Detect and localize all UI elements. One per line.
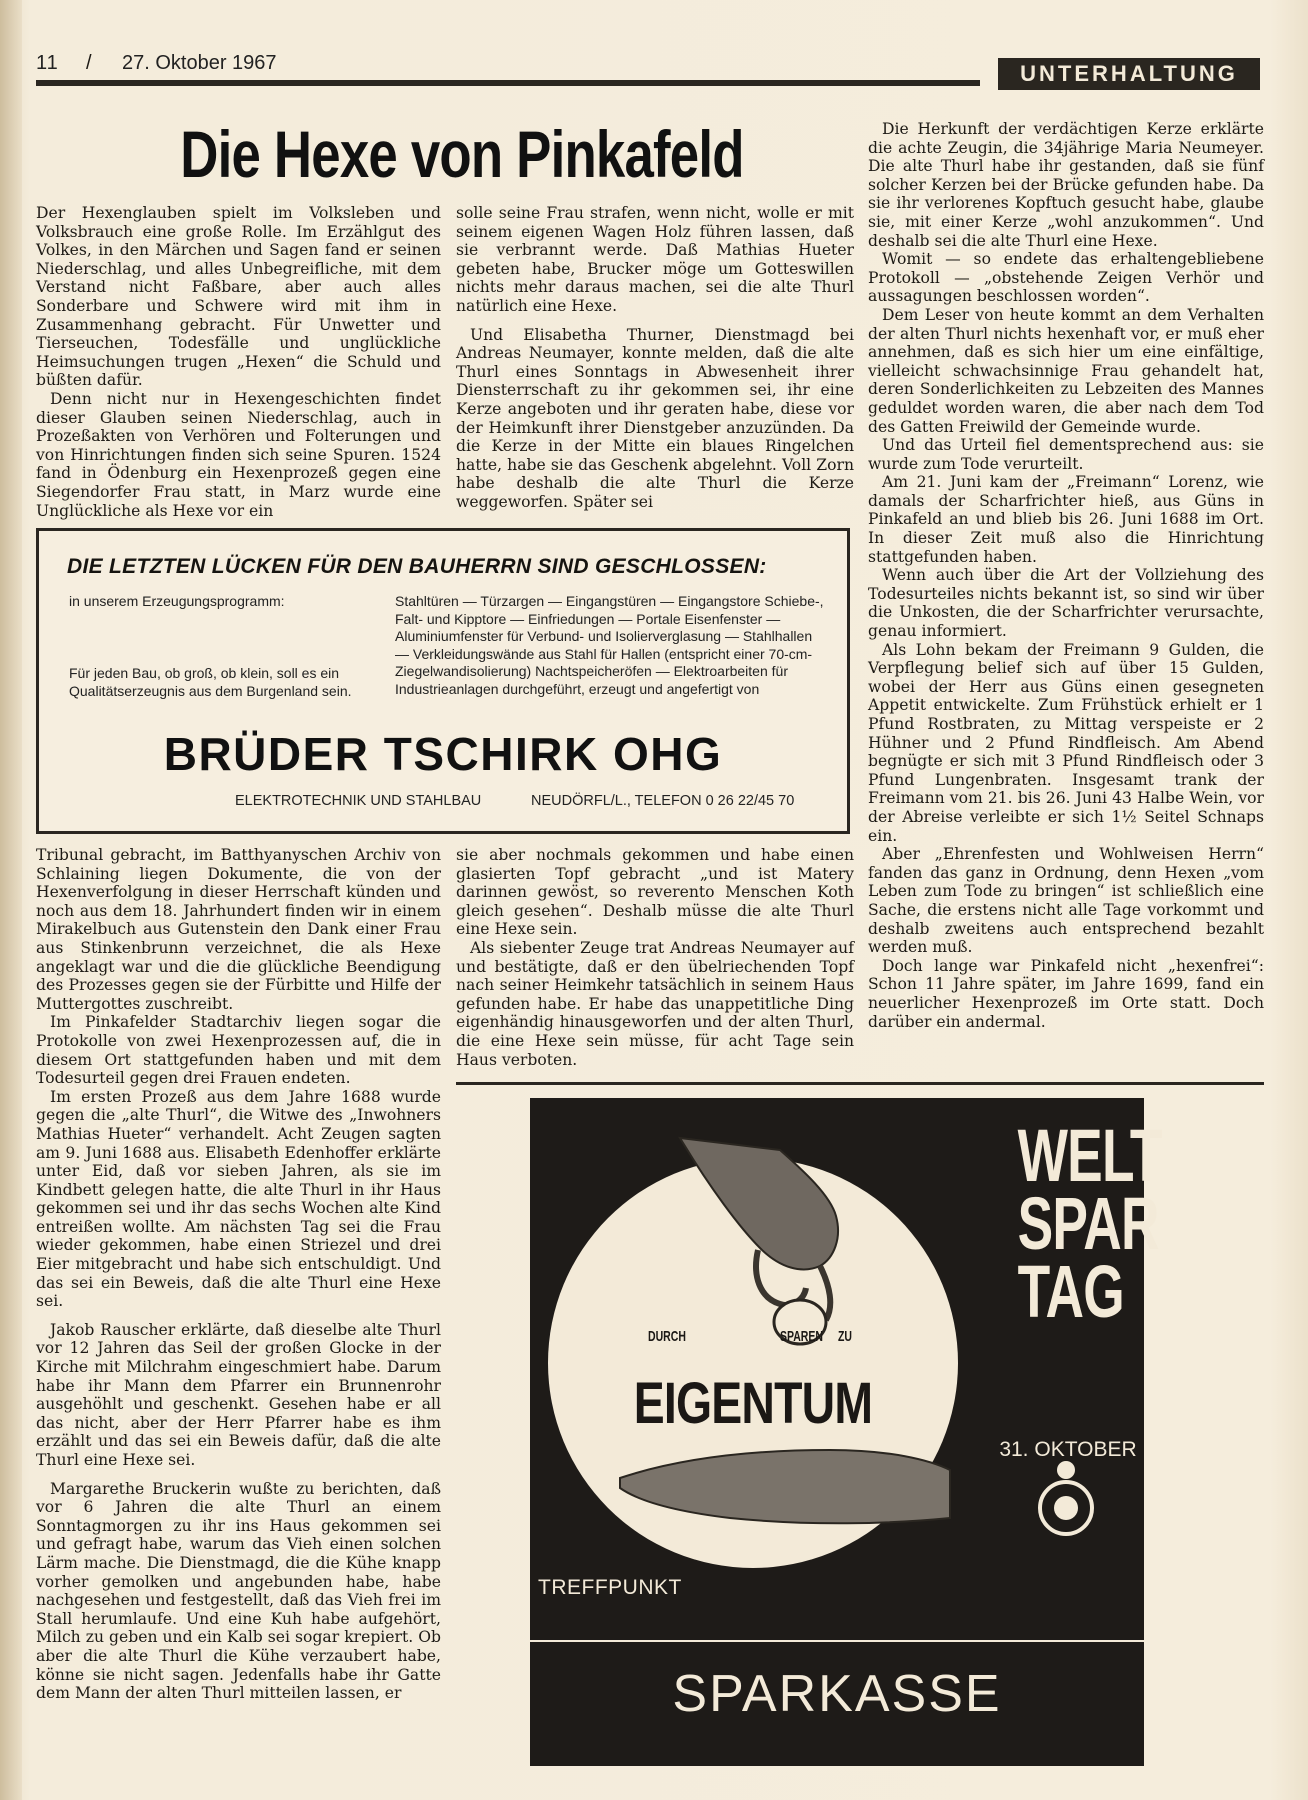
ad-program-label: in unserem Erzeugungsprogramm:	[69, 593, 285, 609]
ad-date: 31. OKTOBER	[999, 1438, 1137, 1461]
issue-date: 27. Oktober 1967	[122, 52, 277, 74]
paragraph: Die Herkunft der verdächtigen Kerze erklärte die achte Zeugin, die 34jährige Maria Neumeyer. Die alte Thurl habe ihr gestanden, daß sie fünf solcher Kerzen bei der Brücke gefunden habe. Da sie ihr verlorenes Kopftuch gesucht habe, glaube sie, mit einer Kerze „wohl anzukommen“. Und deshalb sei die alte Thurl eine Hexe.	[868, 120, 1264, 250]
ad-products: Stahltüren — Türzargen — Eingangstüren — Eingangstore Schiebe-, Falt- und Kipptore — Einfriedungen — Portale Eisenfenster — Aluminiumfenster für Verbund- und Isolierverglasung — Stahlhallen — Verkleidungswände aus Stahl für Hallen (entspricht einer 70-cm-Ziegelwandisolierung) Nachtspeicheröfen — Elektroarbeiten für Industrieanlagen durchgeführt, erzeugt und angefertigt von	[395, 593, 824, 697]
ad-headline: DIE LETZTEN LÜCKEN FÜR DEN BAUHERRN SIND GESCHLOSSEN:	[67, 555, 767, 578]
paragraph: Dem Leser von heute kommt an dem Verhalten der alten Thurl nichts hexenhaft vor, er muß eher annehmen, daß es sich hier um eine einfältige, vielleicht schwachsinnige Frau gehandelt hat, deren Sonderlichkeiten zu Lebzeiten des Mannes geduldet worden waren, die aber nach dem Tod des Gatten Freiwild der Gemeinde wurde.	[868, 305, 1264, 436]
page-binding-shadow	[0, 0, 22, 1800]
article-column-1-top	[36, 204, 441, 520]
paragraph: sie aber nochmals gekommen und habe einen glasierten Topf gebracht „und ist Matery darinnen gewöst, so reverento Menschen Koth gleich gesehen“. Deshalb müsse die alte Thurl eine Hexe sein.	[456, 846, 854, 939]
sparkasse-logo-head	[1057, 1461, 1075, 1479]
section-label: UNTERHALTUNG	[998, 58, 1260, 90]
ad-big-line: TAG	[1017, 1250, 1124, 1333]
paragraph: Aber „Ehrenfesten und Wohlweisen Herrn“ fanden das ganz in Ordnung, denn Hexen „vom Leben zum Tode zu bringen“ ist schließlich eine Sache, die erstens nicht alle Tage vorkommt und deshalb zweitens auch entsprechend bezahlt werden muß.	[868, 845, 1264, 957]
article-column-2-bottom	[456, 846, 854, 1069]
ad-big-line: SPAR	[1017, 1182, 1159, 1265]
article-headline: Die Hexe von Pinkafeld	[180, 117, 744, 191]
paragraph: Margarethe Bruckerin wußte zu berichten, daß vor 6 Jahren die alte Thurl an einem Sonntagmorgen zu ihr ins Haus gekommen sei und gefragt habe, warum das Vieh einen solchen Lärm mache. Die Dienstmagd, die die Kühe knapp vorher gemolken und angebunden habe, habe nachgesehen und festgestellt, daß das Vieh frei im Stall herumlaufe. Und eine Kuh habe aufgehört, Milch zu geben und ein Kalb sei sogar krepiert. Ob aber die alte Thurl die Kühe verzaubert habe, könne sie nicht sagen. Jedenfalls habe ihr Gatte dem Mann der alten Thurl mitteilen lassen, er	[36, 1479, 441, 1703]
header-separator: /	[86, 52, 92, 74]
header-rule	[36, 80, 980, 86]
page-number: 11	[36, 52, 59, 74]
ad-treffpunkt: TREFFPUNKT	[538, 1576, 682, 1599]
paragraph: Und Elisabetha Thurner, Dienstmagd bei Andreas Neumayer, konnte melden, daß die alte Thurl eines Sonntags in Abwesenheit ihrer Diensterrschaft zu ihr gekommen sei, ihr eine Kerze angeboten und ihr geraten habe, diese vor der Heimkunft ihrer Dienstgeber anzuzünden. Da die Kerze in der Mitte ein blaues Ringelchen hatte, habe sie das Geschenk abgelehnt. Voll Zorn habe deshalb die alte Thurl die Kerze weggeworfen. Später sei	[456, 325, 854, 511]
article-column-2-top	[456, 204, 854, 512]
ad-slogan: Für jeden Bau, ob groß, ob klein, soll es ein Qualitätserzeugnis aus dem Burgenland sein.	[69, 665, 352, 699]
paragraph: Am 21. Juni kam der „Freimann“ Lorenz, wie damals der Scharfrichter hieß, aus Güns in Pinkafeld an und blieb bis 26. Juni 1688 im Ort. In dieser Zeit muß also die Hinrichtung stattgefunden haben.	[868, 473, 1264, 566]
paragraph: Tribunal gebracht, im Batthyanyschen Archiv von Schlaining liegen Dokumente, die von der Hexenverfolgung in dieser Herrschaft künden und noch aus dem 18. Jahrhundert finden wir in einem Mirakelbuch aus Gutenstein den Dank einer Frau aus Stinkenbrunn verzeichnet, die als Hexe angeklagt war und die die glückliche Beendigung des Prozesses gegen sie der Fürbitte und Hilfe der Muttergottes zuschreibt.	[36, 846, 441, 1013]
paragraph: Und das Urteil fiel dementsprechend aus: sie wurde zum Tode verurteilt.	[868, 436, 1264, 473]
paragraph: Als Lohn bekam der Freimann 9 Gulden, die Verpflegung belief sich auf über 15 Gulden, wobei der Herr aus Güns einen gesegneten Appetit entwickelte. Zum Frühstück erhielt er 1 Pfund Rostbraten, zu Mittag verspeiste er 2 Hühner und 2 Pfund Rindfleisch. Am Abend begnügte er sich mit 3 Pfund Rindfleisch oder 3 Pfund Lungenbraten. Insgesamt trank der Freimann vom 21. bis 26. Juni 43 Halbe Wein, vor der Abreise verleibte er sich 1½ Seitel Schnaps ein.	[868, 640, 1264, 845]
coin-text-mid: SPAREN	[780, 1328, 823, 1345]
paragraph: Denn nicht nur in Hexengeschichten findet dieser Glauben seinen Niederschlag, auch in Prozeßakten von Verhören und Folterungen und von Hinrichtungen finden sich seine Spuren. 1524 fand in Ödenburg ein Hexenprozeß gegen eine Siegendorfer Frau statt, in Marz wurde eine Unglückliche als Hexe vor ein	[36, 389, 441, 520]
article-column-3	[868, 120, 1264, 1031]
ad-big-title	[1017, 1114, 1162, 1333]
sparkasse-logo-center	[1054, 1496, 1078, 1520]
hand-bottom	[620, 1450, 950, 1523]
paragraph: Womit — so endete das erhaltengebliebene Protokoll — „obstehende Zeigen Verhör und aussagungen beschlossen worden“.	[868, 250, 1264, 306]
paragraph: Als siebenter Zeuge trat Andreas Neumayer auf und bestätigte, daß er den übelriechenden Topf nach seiner Heimkehr tatsächlich in seinem Haus gefunden habe. Er habe das unappetitliche Ding eigenhändig hinausgeworfen und der alten Thurl, die eine Hexe sein müsse, für acht Tage sein Haus verboten.	[456, 938, 854, 1069]
paragraph: Der Hexenglauben spielt im Volksleben und Volksbrauch eine große Rolle. Im Erzählgut des Volkes, in den Märchen und Sagen fand er seinen Niederschlag, und alles Unbegreifliche, mit dem Verstand nicht Faßbare, aber auch alles Sonderbare und Schwere wird mit ihm in Zusammenhang gebracht. Für Unwetter und Tierseuchen, Todesfälle und unglückliche Heimsuchungen trugen „Hexen“ die Schuld und büßten dafür.	[36, 204, 441, 390]
article-column-1-bottom	[36, 846, 441, 1703]
paragraph: Im ersten Prozeß aus dem Jahre 1688 wurde gegen die „alte Thurl“, die Witwe des „Inwohners Mathias Hueter“ verhandelt. Acht Zeugen sagten am 9. Juni 1688 aus. Elisabeth Edenhoffer erklärte unter Eid, daß vor sieben Jahren, als sie im Kindbett gelegen hatte, die alte Thurl in ihr Haus gekommen sei und ihr das sechs Wochen alte Kind entreißen wollte. Am nächsten Tag sei die Frau wieder gekommen, habe einen Striezel und drei Eier mitgebracht und habe sich entschuldigt. Und das sei ein Beweis, daß die alte Thurl eine Hexe sei.	[36, 1087, 441, 1311]
ad-big-line: WELT	[1017, 1114, 1162, 1197]
ad-company-trade: ELEKTROTECHNIK UND STAHLBAU	[235, 793, 482, 809]
ad-bank-name: SPARKASSE	[672, 1665, 1002, 1723]
ad-company-name: BRÜDER TSCHIRK OHG	[163, 728, 723, 780]
hand-top	[680, 1138, 838, 1269]
weltspartag-advertisement	[530, 1098, 1162, 1662]
ad-main-word: EIGENTUM	[633, 1371, 873, 1436]
tschirk-advertisement	[36, 528, 850, 834]
paragraph: Im Pinkafelder Stadtarchiv liegen sogar die Protokolle von zwei Hexenprozessen auf, die in diesem Ort stattgefunden haben und mit dem Todesurteil gegen drei Frauen endeten.	[36, 1013, 441, 1088]
paragraph: solle seine Frau strafen, wenn nicht, wolle er mit seinem eigenen Wagen Holz führen lassen, daß sie verbrannt werde. Daß Mathias Hueter gebeten habe, Brucker möge um Gotteswillen nichts mehr daraus machen, sei die alte Thurl natürlich eine Hexe.	[456, 204, 854, 315]
paragraph: Jakob Rauscher erklärte, daß dieselbe alte Thurl vor 12 Jahren das Seil der großen Glocke in der Kirche mit Milchrahm eingeschmiert habe. Darum habe ihr Mann dem Pfarrer ein Brunnenrohr ausgehöhlt und geschenkt. Gesehen habe er all das nicht, aber der Herr Pfarrer habe es ihm erzählt und das sei ein Beweis dafür, daß die alte Thurl eine Hexe sei.	[36, 1320, 441, 1469]
ad-divider-rule	[456, 1082, 1264, 1085]
coin-text-right: ZU	[838, 1328, 852, 1345]
coin-text-left: DURCH	[648, 1328, 686, 1345]
ad-company-contact: NEUDÖRFL/L., TELEFON 0 26 22/45 70	[531, 793, 795, 809]
paragraph: Doch lange war Pinkafeld nicht „hexenfrei“: Schon 11 Jahre später, im Jahre 1699, fand ein neuerlicher Hexenprozeß im Orte statt. Doch darüber ein andermal.	[868, 956, 1264, 1031]
paragraph: Wenn auch über die Art der Vollziehung des Todesurteiles nichts bekannt ist, so sind wir über die Unkosten, die der Scharfrichter verursachte, genau informiert.	[868, 566, 1264, 641]
